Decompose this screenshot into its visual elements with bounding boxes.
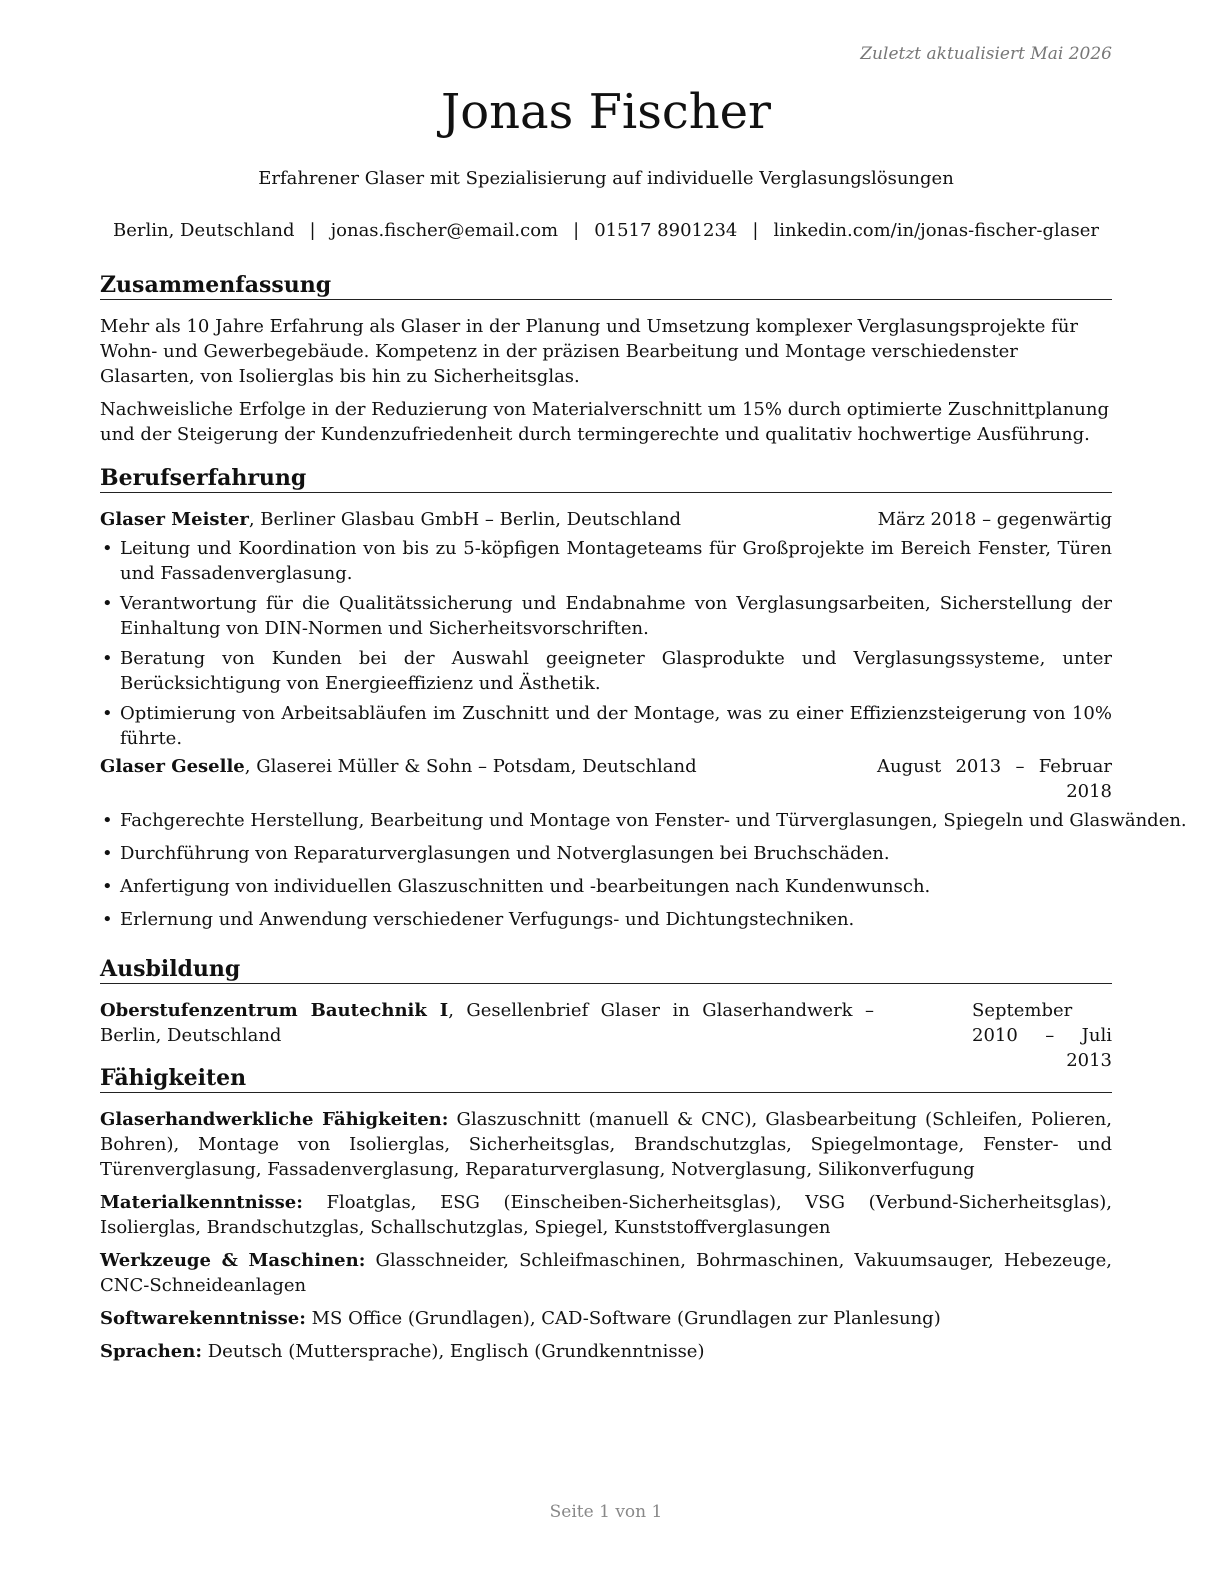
skill-text: Glaszuschnitt (manuell & CNC), Glasbearbeitung (Schleifen, Polieren, Bohren), Montage von Isolierglas, Sicherheitsglas, Brandschutzglas, Spiegelmontage, Fenster- und Türenverglasung, Fassadenverglasung, Reparaturverglasung, Notverglasung, Silikonverfugung	[100, 1109, 1112, 1181]
education-school: Oberstufenzentrum Bautechnik I	[100, 1000, 449, 1022]
contact-separator: |	[573, 220, 580, 241]
skills-section	[100, 1065, 1112, 1372]
education-dates: September 2010 – Juli 2013	[972, 1000, 1112, 1072]
bullet-icon: •	[102, 843, 113, 864]
skill-item	[100, 1339, 1112, 1364]
job-dates: März 2018 – gegenwärtig	[877, 509, 1112, 531]
job-entry	[100, 754, 1187, 940]
bullet-icon: •	[102, 876, 113, 897]
skill-label: Glaserhandwerkliche Fähigkeiten:	[100, 1109, 449, 1131]
list-item: • Beratung von Kunden bei der Auswahl geeigneter Glasprodukte und Verglasungssysteme, unter Berücksichtigung von Energieeffizienz und Ästhetik.	[102, 648, 1112, 695]
bullet-icon: •	[102, 593, 113, 615]
job-dates: August 2013 – Februar 2018	[877, 756, 1112, 802]
candidate-tagline: Erfahrener Glaser mit Spezialisierung auf individuelle Verglasungslösungen	[258, 168, 954, 189]
section-title: Berufserfahrung	[100, 465, 1112, 493]
education-entry	[100, 998, 1112, 1073]
job-bullets	[100, 808, 1187, 932]
contact-location: Berlin, Deutschland	[113, 220, 295, 241]
education-section	[100, 956, 1112, 1073]
candidate-name: Jonas Fischer	[441, 84, 771, 140]
skill-item	[100, 1248, 1112, 1298]
section-title: Zusammenfassung	[100, 272, 1112, 300]
skill-label: Materialkenntnisse:	[100, 1192, 303, 1214]
list-item: • Leitung und Koordination von bis zu 5-köpfigen Montageteams für Großprojekte im Bereich Fenster, Türen und Fassadenverglasung.	[102, 538, 1112, 585]
job-header	[100, 754, 1112, 804]
skill-text: Glasschneider, Schleifmaschinen, Bohrmaschinen, Vakuumsauger, Hebezeuge, CNC-Schneideanlagen	[100, 1250, 1112, 1297]
bullet-icon: •	[102, 703, 113, 725]
list-item: • Anfertigung von individuellen Glaszuschnitten und -bearbeitungen nach Kundenwunsch.	[102, 876, 931, 897]
last-updated: Zuletzt aktualisiert Mai 2026	[860, 44, 1112, 64]
list-item: • Optimierung von Arbeitsabläufen im Zuschnitt und der Montage, was zu einer Effizienzsteigerung von 10% führte.	[102, 703, 1112, 750]
bullet-icon: •	[102, 648, 113, 670]
skill-label: Softwarekenntnisse:	[100, 1308, 306, 1330]
contact-email[interactable]: jonas.fischer@email.com	[330, 220, 559, 241]
list-item: • Durchführung von Reparaturverglasungen und Notverglasungen bei Bruchschäden.	[102, 843, 890, 864]
resume-page	[100, 0, 1187, 1584]
section-title: Ausbildung	[100, 956, 1112, 984]
job-role: Glaser Geselle	[100, 756, 245, 777]
bullet-icon: •	[102, 538, 113, 560]
job-company: , Berliner Glasbau GmbH – Berlin, Deutschland	[248, 509, 682, 531]
summary-section	[100, 272, 1112, 455]
contact-phone[interactable]: 01517 8901234	[594, 220, 738, 241]
contact-line	[100, 219, 1112, 242]
bullet-icon: •	[102, 909, 113, 930]
bullet-icon: •	[102, 810, 113, 831]
contact-separator: |	[309, 220, 316, 241]
section-title: Fähigkeiten	[100, 1065, 1112, 1093]
page-number: Seite 1 von 1	[549, 1502, 663, 1522]
contact-linkedin[interactable]: linkedin.com/in/jonas-fischer-glaser	[773, 220, 1099, 241]
skill-text: Deutsch (Muttersprache), Englisch (Grundkenntnisse)	[201, 1341, 705, 1363]
skill-item	[100, 1306, 1112, 1331]
contact-separator: |	[752, 220, 759, 241]
job-entry	[100, 507, 1112, 751]
job-role: Glaser Meister	[100, 509, 249, 531]
list-item: • Verantwortung für die Qualitätssicherung und Endabnahme von Verglasungsarbeiten, Sicherstellung der Einhaltung von DIN-Normen und Sicherheitsvorschriften.	[102, 593, 1112, 640]
job-company: , Glaserei Müller & Sohn – Potsdam, Deutschland	[244, 756, 697, 777]
job-bullets	[100, 536, 1112, 751]
summary-paragraph: Nachweisliche Erfolge in der Reduzierung von Materialverschnitt um 15% durch optimierte Zuschnittplanung und der Steigerung der Kundenzufriedenheit durch termingerechte und qualitativ hochwertige Ausführung.	[100, 399, 1109, 446]
experience-section	[100, 465, 1112, 756]
skill-item	[100, 1107, 1112, 1182]
skill-label: Sprachen:	[100, 1341, 202, 1363]
summary-paragraph: Mehr als 10 Jahre Erfahrung als Glaser in der Planung und Umsetzung komplexer Verglasungsprojekte für Wohn- und Gewerbegebäude. Kompetenz in der präzisen Bearbeitung und Montage verschiedenster Glasarten, von Isolierglas bis hin zu Sicherheitsglas.	[100, 316, 1079, 388]
education-detail: , Gesellenbrief Glaser in Glaserhandwerk – Berlin, Deutschland	[100, 1000, 874, 1047]
skill-label: Werkzeuge & Maschinen:	[100, 1250, 366, 1272]
list-item: • Erlernung und Anwendung verschiedener Verfugungs- und Dichtungstechniken.	[102, 909, 855, 930]
list-item: • Fachgerechte Herstellung, Bearbeitung und Montage von Fenster- und Türverglasungen, Spiegeln und Glaswänden.	[102, 810, 1187, 831]
skill-item	[100, 1190, 1112, 1240]
job-header	[100, 507, 1112, 532]
skill-text: Floatglas, ESG (Einscheiben-Sicherheitsglas), VSG (Verbund-Sicherheitsglas), Isolierglas, Brandschutzglas, Schallschutzglas, Spiegel, Kunststoffverglasungen	[100, 1192, 1112, 1239]
skill-text: MS Office (Grundlagen), CAD-Software (Grundlagen zur Planlesung)	[305, 1308, 941, 1330]
